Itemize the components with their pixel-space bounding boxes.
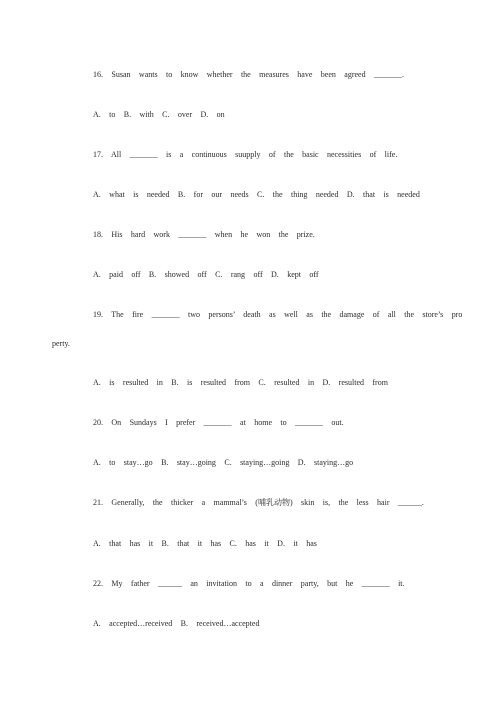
question-22: 22. My father ______ an invitation to a dinner party, but he _______ it.	[93, 579, 405, 588]
options-20: A. to stay…go B. stay…going C. staying…going D. staying…go	[93, 458, 354, 467]
question-19-cont: perty.	[52, 339, 70, 348]
options-22: A. accepted…received B. received…accepted	[93, 619, 260, 628]
question-16: 16. Susan wants to know whether the measures have been agreed _______.	[93, 70, 405, 79]
question-20: 20. On Sundays I prefer _______ at home to _______ out.	[93, 418, 344, 427]
options-17: A. what is needed B. for our needs C. the thing needed D. that is needed	[93, 190, 420, 199]
options-18: A. paid off B. showed off C. rang off D. kept off	[93, 270, 319, 279]
question-18: 18. His hard work _______ when he won the prize.	[93, 230, 315, 239]
question-21: 21. Generally, the thicker a mammal’s (哺乳动物) skin is, the less hair ______.	[93, 498, 424, 507]
question-19: 19. The fire _______ two persons’ death as well as the damage of all the store’s pro	[93, 310, 463, 319]
options-16: A. to B. with C. over D. on	[93, 110, 225, 119]
options-19: A. is resulted in B. is resulted from C. resulted in D. resulted from	[93, 378, 388, 387]
question-17: 17. All _______ is a continuous suupply of the basic necessities of life.	[93, 150, 398, 159]
options-21: A. that has it B. that it has C. has it D. it has	[93, 539, 317, 548]
